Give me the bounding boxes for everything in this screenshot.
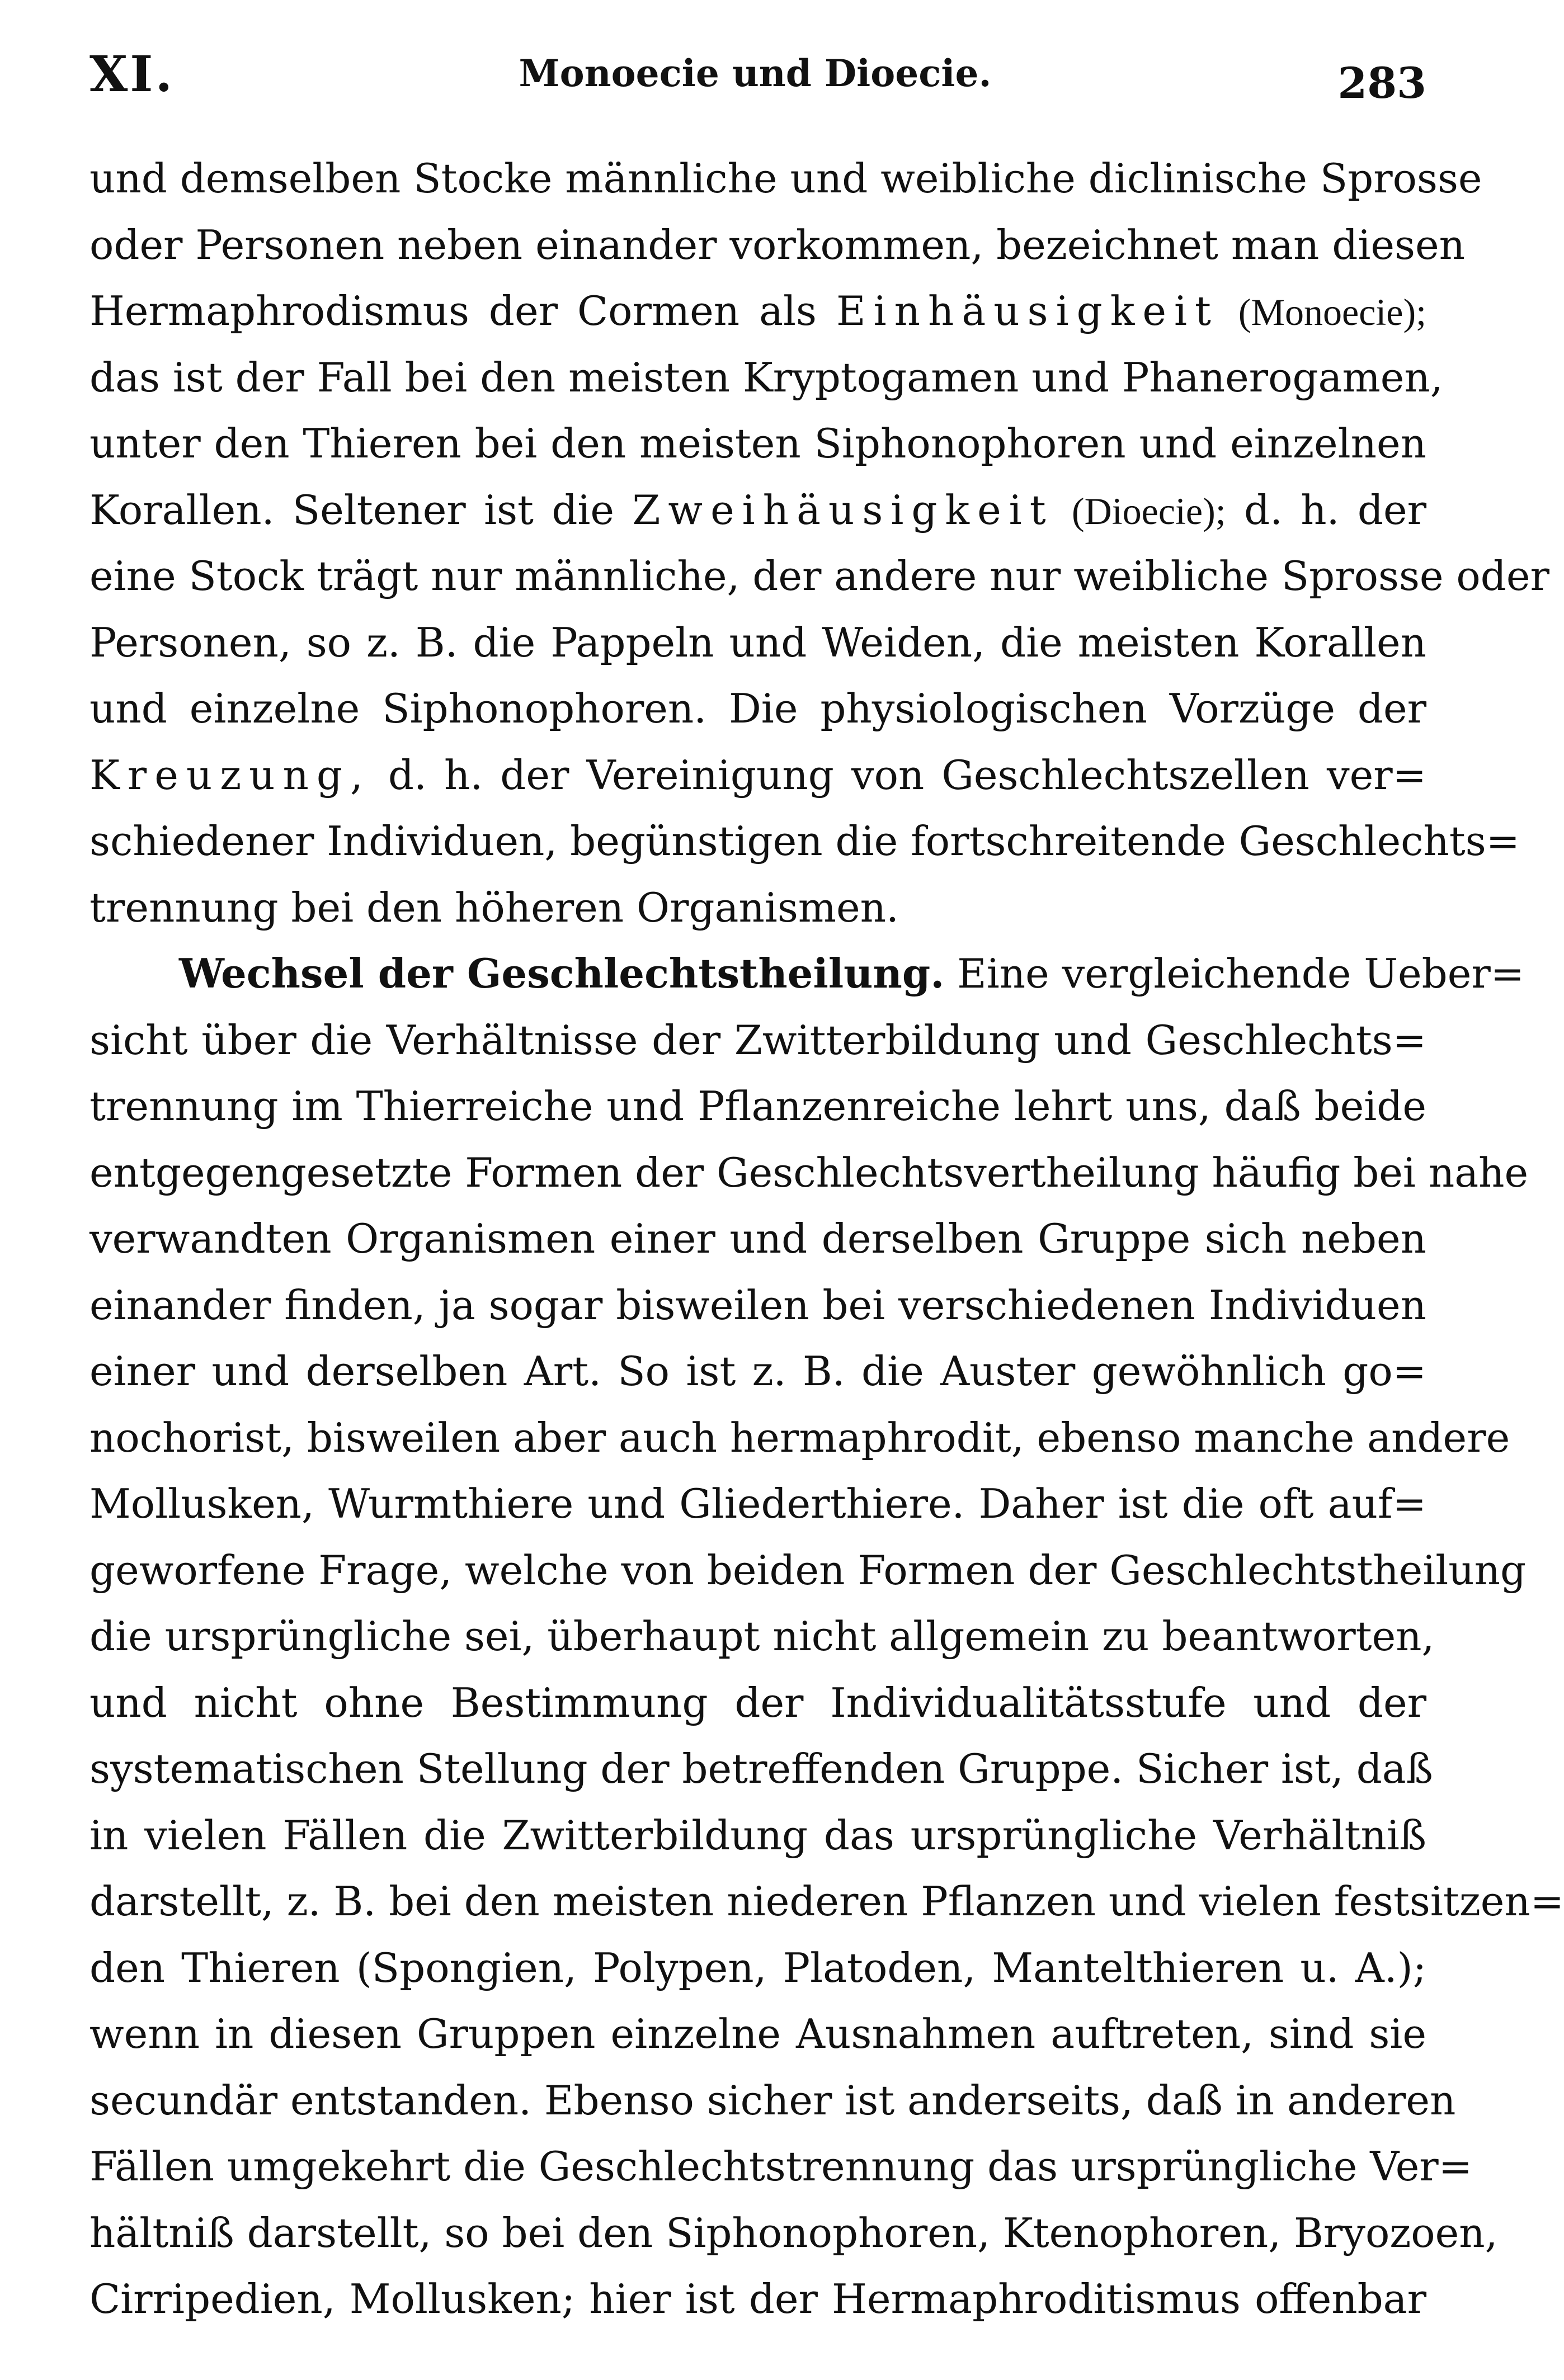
- text-line: Personen, so z. B. die Pappeln und Weiden, die meisten Korallen: [89, 618, 1426, 666]
- section-heading: Wechsel der Geschlechtstheilung.: [179, 950, 945, 997]
- running-title: Monoecie und Dioecie.: [519, 51, 992, 95]
- text-line: verwandten Organismen einer und derselben Gruppe sich neben: [89, 1215, 1426, 1262]
- emphasized-term: Einhäusigkeit: [836, 287, 1219, 334]
- emphasized-term: Kreuzung,: [89, 751, 371, 799]
- latin-term: (Monoecie);: [1238, 291, 1426, 333]
- text-line: in vielen Fällen die Zwitterbildung das ursprüngliche Verhältniß: [89, 1811, 1426, 1859]
- text-fragment: Eine vergleichende Ueber=: [957, 950, 1525, 997]
- text-line: das ist der Fall bei den meisten Kryptogamen und Phanerogamen,: [89, 353, 1443, 401]
- text-line: trennung im Thierreiche und Pflanzenreiche lehrt uns, daß beide: [89, 1083, 1426, 1130]
- text-line: hältniß darstellt, so bei den Siphonophoren, Ktenophoren, Bryozoen,: [89, 2209, 1498, 2256]
- text-line: den Thieren (Spongien, Polypen, Platoden, Mantelthieren u. A.);: [89, 1944, 1426, 1991]
- text-line: und nicht ohne Bestimmung der Individualitätsstufe und der: [89, 1679, 1426, 1726]
- text-line: einander finden, ja sogar bisweilen bei verschiedenen Individuen: [89, 1281, 1426, 1329]
- text-fragment: d. h. der: [1243, 486, 1427, 533]
- text-fragment: Hermaphrodismus der Cormen als: [89, 287, 817, 334]
- text-fragment: d. h. der Vereinigung von Geschlechtszellen ver=: [388, 751, 1427, 799]
- text-line: schiedener Individuen, begünstigen die fortschreitende Geschlechts=: [89, 818, 1520, 865]
- text-line: nochorist, bisweilen aber auch hermaphrodit, ebenso manche andere: [89, 1414, 1510, 1461]
- running-header: [84, 45, 1426, 123]
- text-line: geworfene Frage, welche von beiden Formen der Geschlechtstheilung: [89, 1546, 1527, 1594]
- text-line: und demselben Stocke männliche und weibliche diclinische Sprosse: [89, 155, 1482, 202]
- text-line: eine Stock trägt nur männliche, der andere nur weibliche Sprosse oder: [89, 552, 1549, 599]
- text-line: darstellt, z. B. bei den meisten niederen Pflanzen und vielen festsitzen=: [89, 1878, 1564, 1925]
- text-fragment: Korallen. Seltener ist die: [89, 486, 615, 533]
- text-line: einer und derselben Art. So ist z. B. die Auster gewöhnlich go=: [89, 1348, 1426, 1395]
- text-line: [89, 941, 1525, 1007]
- chapter-number: XI.: [89, 45, 175, 103]
- page-number: 283: [1337, 58, 1426, 108]
- text-line: Fällen umgekehrt die Geschlechtstrennung das ursprüngliche Ver=: [89, 2143, 1473, 2190]
- text-line: sicht über die Verhältnisse der Zwitterbildung und Geschlechts=: [89, 1016, 1426, 1064]
- text-line: [89, 742, 1426, 809]
- text-line: Mollusken, Wurmthiere und Gliederthiere. Daher ist die oft auf=: [89, 1480, 1426, 1527]
- text-line: trennung bei den höheren Organismen.: [89, 884, 899, 931]
- text-line: wenn in diesen Gruppen einzelne Ausnahmen auftreten, sind sie: [89, 2010, 1426, 2057]
- text-line: [89, 278, 1426, 344]
- text-line: und einzelne Siphonophoren. Die physiologischen Vorzüge der: [89, 685, 1426, 732]
- emphasized-term: Zweihäusigkeit: [632, 486, 1054, 533]
- text-line: systematischen Stellung der betreffenden Gruppe. Sicher ist, daß: [89, 1745, 1433, 1792]
- text-line: die ursprüngliche sei, überhaupt nicht allgemein zu beantworten,: [89, 1613, 1435, 1660]
- latin-term: (Dioecie);: [1072, 489, 1226, 532]
- text-line: entgegengesetzte Formen der Geschlechtsvertheilung häufig bei nahe: [89, 1149, 1529, 1196]
- text-line: secundär entstanden. Ebenso sicher ist anderseits, daß in anderen: [89, 2076, 1456, 2124]
- text-line: oder Personen neben einander vorkommen, bezeichnet man diesen: [89, 221, 1465, 268]
- text-line: unter den Thieren bei den meisten Siphonophoren und einzelnen: [89, 420, 1426, 467]
- body-text: [89, 145, 1564, 2332]
- text-line: Cirripedien, Mollusken; hier ist der Hermaphroditismus offenbar: [89, 2275, 1426, 2322]
- text-line: [89, 477, 1426, 544]
